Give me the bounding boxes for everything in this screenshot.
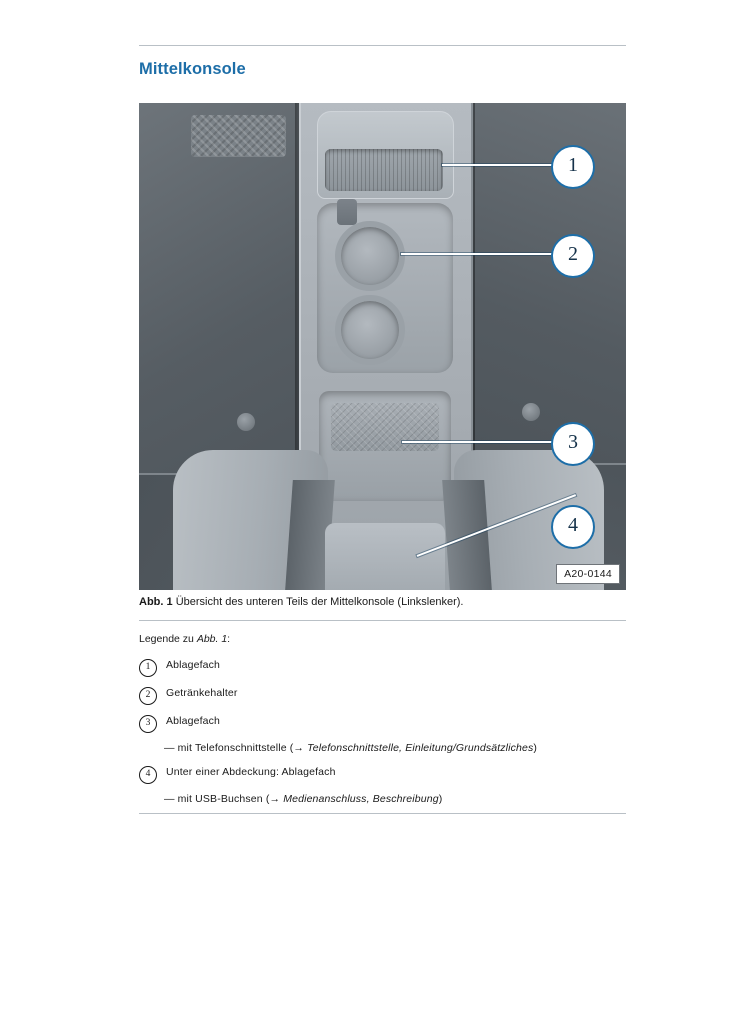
legend-subitem-4 bbox=[164, 793, 639, 805]
phone-interface-pad bbox=[331, 403, 439, 451]
callout-1: 1 bbox=[551, 145, 595, 189]
callout-3: 3 bbox=[551, 422, 595, 466]
list-item bbox=[139, 658, 639, 677]
figure-caption-label: Abb. 1 bbox=[139, 596, 173, 608]
legend-subitem-text: mit Telefonschnittstelle ( bbox=[177, 742, 294, 754]
legend-label-4: Unter einer Abdeckung: Ablagefach bbox=[166, 766, 336, 778]
leader-line-3 bbox=[402, 441, 570, 443]
legend-label-1: Ablagefach bbox=[166, 659, 221, 671]
legend-subitem-dash: — bbox=[164, 742, 175, 754]
legend-number-1: 1 bbox=[139, 659, 157, 677]
legend-intro-ref: Abb. 1 bbox=[196, 633, 228, 645]
figure-photo bbox=[139, 103, 626, 590]
legend-intro-suffix: : bbox=[227, 633, 231, 645]
legend-label-2: Getränkehalter bbox=[166, 687, 238, 699]
legend-subitem-ref: Medienanschluss, Beschreibung bbox=[280, 793, 439, 805]
cup-holder-rear bbox=[335, 295, 405, 365]
legend-subitem-text: mit USB-Buchsen ( bbox=[177, 793, 270, 805]
legend-number-2: 2 bbox=[139, 687, 157, 705]
legend-list bbox=[139, 658, 639, 816]
tray-texture bbox=[325, 149, 443, 191]
legend-intro bbox=[139, 633, 230, 645]
mat-texture-patch bbox=[191, 115, 286, 157]
legend-subitem-3 bbox=[164, 742, 639, 754]
page-title: Mittelkonsole bbox=[139, 60, 246, 78]
legend-intro-prefix: Legende zu bbox=[139, 633, 197, 645]
legend-subitem-dash: — bbox=[164, 793, 175, 805]
legend-number-4: 4 bbox=[139, 766, 157, 784]
caption-divider bbox=[139, 620, 626, 621]
legend-number-3: 3 bbox=[139, 715, 157, 733]
legend-label-3: Ablagefach bbox=[166, 715, 221, 727]
figure-code-badge: A20-0144 bbox=[556, 564, 620, 584]
legend-subitem-close: ) bbox=[533, 742, 538, 754]
top-divider bbox=[139, 45, 626, 46]
list-item bbox=[139, 686, 639, 705]
leader-line-2 bbox=[401, 253, 571, 255]
callout-4: 4 bbox=[551, 505, 595, 549]
legend-subitem-ref: Telefonschnittstelle, Einleitung/Grundsätzliches bbox=[304, 742, 534, 754]
cross-reference-arrow-icon: → bbox=[293, 742, 305, 754]
figure-caption bbox=[139, 596, 639, 608]
floor-mat-left bbox=[139, 103, 321, 475]
bottom-divider bbox=[139, 813, 626, 814]
figure-center-console bbox=[139, 103, 626, 590]
mat-fastener-right bbox=[522, 403, 540, 421]
cup-holder-front bbox=[335, 221, 405, 291]
cup-holder-clip bbox=[337, 199, 357, 225]
pad-texture bbox=[331, 403, 439, 451]
floor-mat-right bbox=[456, 103, 626, 465]
console-rear-cover bbox=[325, 523, 445, 590]
list-item bbox=[139, 714, 639, 733]
cross-reference-arrow-icon: → bbox=[269, 793, 281, 805]
figure-caption-text: Übersicht des unteren Teils der Mittelkonsole (Linkslenker). bbox=[175, 596, 464, 608]
mat-fastener-left bbox=[237, 413, 255, 431]
legend-subitem-close: ) bbox=[438, 793, 443, 805]
list-item bbox=[139, 765, 639, 784]
storage-compartment-upper bbox=[325, 149, 443, 191]
callout-2: 2 bbox=[551, 234, 595, 278]
